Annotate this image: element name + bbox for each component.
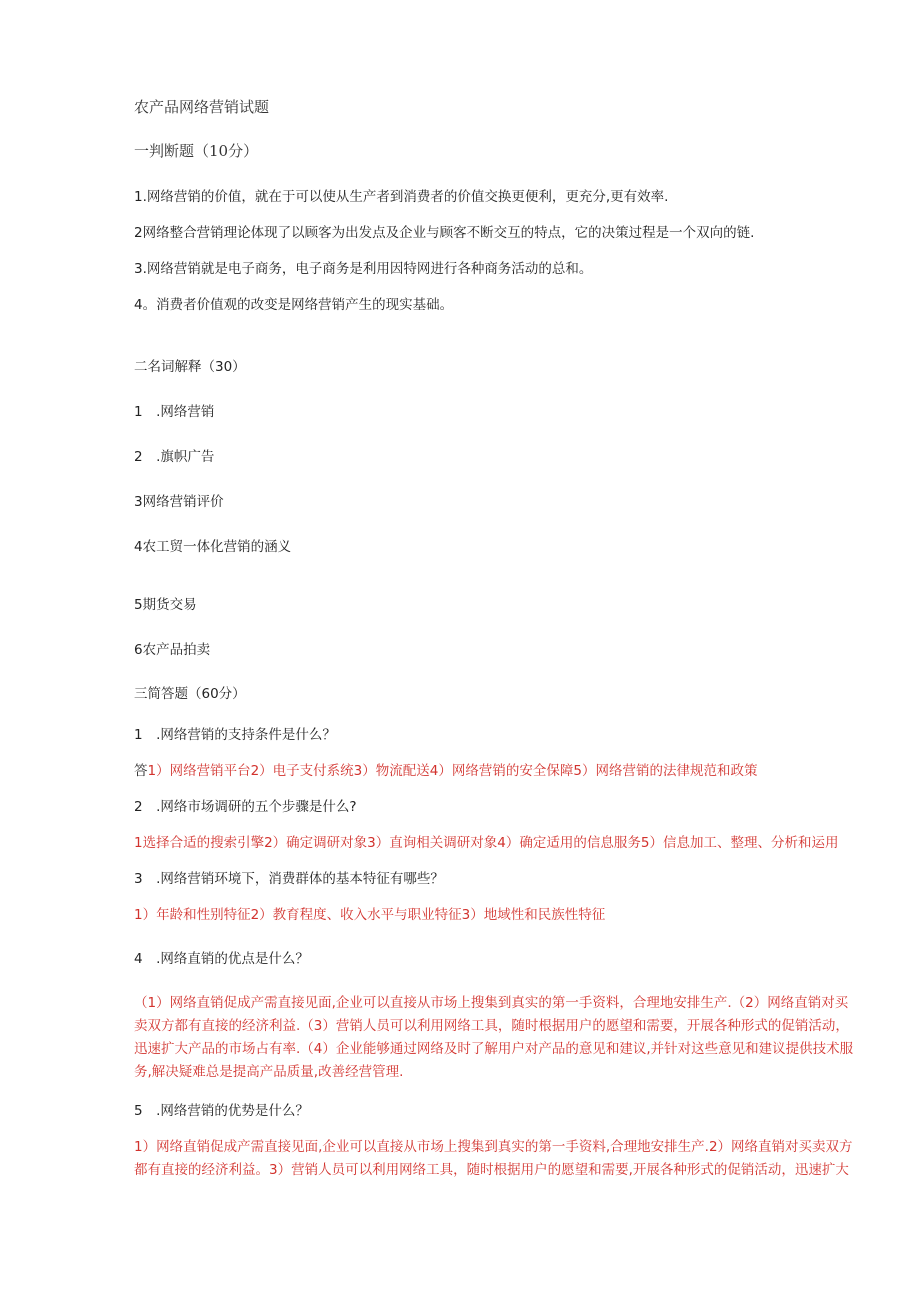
- answer-1-prefix: 答: [134, 763, 148, 779]
- answer-1: [134, 762, 757, 780]
- term-item: 1 .网络营销: [134, 404, 215, 420]
- question-1: 1 .网络营销的支持条件是什么？: [134, 727, 336, 743]
- answer-5-line: 1）网络直销促成产需直接见面,企业可以直接从市场上搜集到真实的第一手资料,合理地安排生产.2）网络直销对买卖双方: [134, 1139, 853, 1155]
- answer-4: [134, 992, 872, 1084]
- term-item: 6农产品拍卖: [134, 642, 211, 658]
- document-title: 农产品网络营销试题: [134, 98, 270, 116]
- answer-5-line: 都有直接的经济利益。3）营销人员可以利用网络工具，随时根据用户的愿望和需要,开展各种形式的促销活动，迅速扩大: [134, 1162, 849, 1178]
- judgement-item: 1.网络营销的价值，就在于可以使从生产者到消费者的价值交换更便利，更充分,更有效率.: [134, 189, 669, 205]
- judgement-item: 4。消费者价值观的改变是网络营销产生的现实基础。: [134, 297, 454, 313]
- answer-4-line: 卖双方都有直接的经济利益.（3）营销人员可以利用网络工具，随时根据用户的愿望和需要，开展各种形式的促销活动，: [134, 1018, 849, 1034]
- answer-4-line: 迅速扩大产品的市场占有率.（4）企业能够通过网络及时了解用户对产品的意见和建议,并针对这些意见和建议提供技术服: [134, 1041, 854, 1057]
- answer-4-line: （1）网络直销促成产需直接见面,企业可以直接从市场上搜集到真实的第一手资料，合理地安排生产.（2）网络直销对买: [134, 995, 849, 1011]
- section-heading-terms: 二名词解释（30）: [134, 359, 246, 375]
- question-4: 4 .网络直销的优点是什么？: [134, 951, 309, 967]
- question-3: 3 .网络营销环境下，消费群体的基本特征有哪些？: [134, 871, 444, 887]
- question-5: 5 .网络营销的优势是什么？: [134, 1103, 309, 1119]
- question-2: 2 .网络市场调研的五个步骤是什么?: [134, 799, 357, 815]
- term-item: 2 .旗帜广告: [134, 449, 215, 465]
- judgement-item: 2网络整合营销理论体现了以顾客为出发点及企业与顾客不断交互的特点，它的决策过程是一个双向的链.: [134, 225, 755, 241]
- answer-2: 1选择合适的搜索引擎2）确定调研对象3）直询相关调研对象4）确定适用的信息服务5）信息加工、整理、分析和运用: [134, 835, 839, 851]
- judgement-item: 3.网络营销就是电子商务，电子商务是利用因特网进行各种商务活动的总和。: [134, 261, 593, 277]
- term-item: 3网络营销评价: [134, 494, 224, 510]
- answer-3: 1）年龄和性别特征2）教育程度、收入水平与职业特征3）地域性和民族性特征: [134, 907, 606, 923]
- term-item: 5期货交易: [134, 597, 197, 613]
- section-heading-judgement: 一判断题（10分）: [134, 142, 259, 160]
- answer-5: [134, 1136, 872, 1182]
- term-item: 4农工贸一体化营销的涵义: [134, 539, 292, 555]
- section-heading-short-answer: 三简答题（60分）: [134, 686, 246, 702]
- answer-1-text: 1）网络营销平台2）电子支付系统3）物流配送4）网络营销的安全保障5）网络营销的法律规范和政策: [147, 763, 758, 779]
- answer-4-line: 务,解决疑难总是提高产品质量,改善经营管理.: [134, 1064, 404, 1080]
